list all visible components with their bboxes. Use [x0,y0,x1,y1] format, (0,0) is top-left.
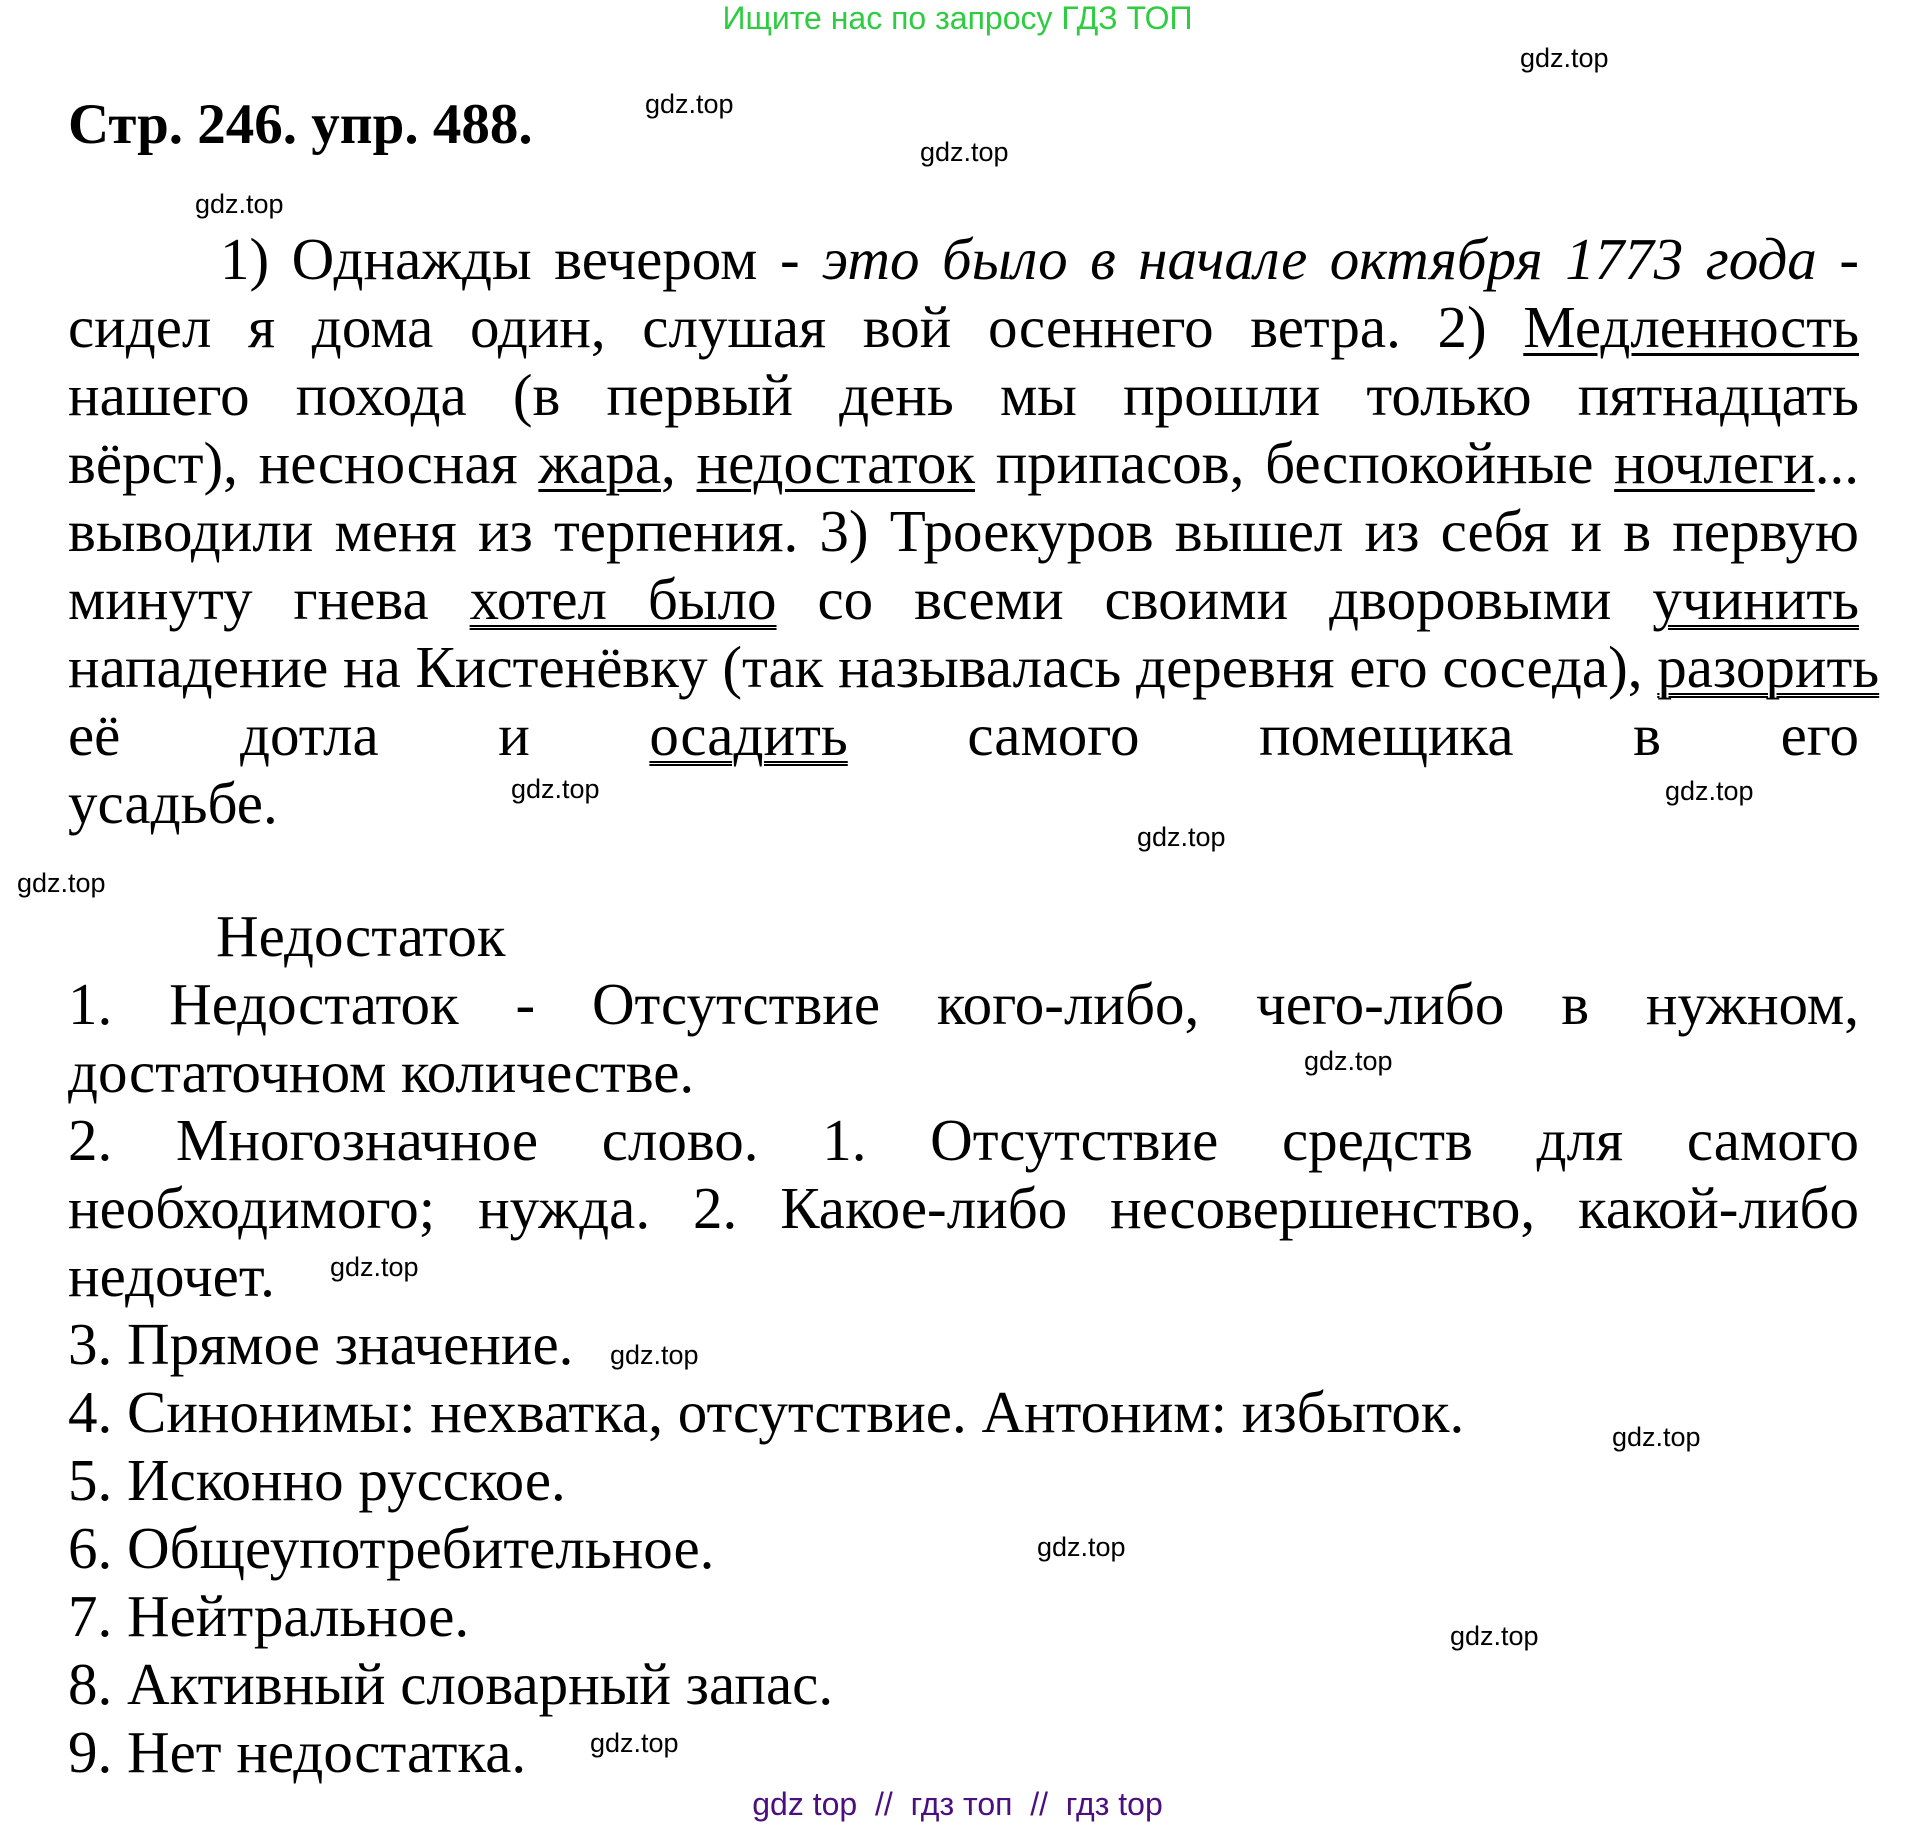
text-segment: самого помещика в его [847,702,1859,768]
watermark: gdz.top [1665,776,1754,806]
analysis-line: достаточном количестве. [68,1039,695,1105]
search-banner: Ищите нас по запросу ГДЗ ТОП [722,0,1193,36]
watermark: gdz.top [1304,1046,1393,1076]
subject-underline: ночлеги [1614,430,1815,496]
text-line [68,361,1859,429]
watermark: gdz.top [610,1340,699,1370]
subject-underline: жара [538,430,662,496]
text-line [68,565,1859,633]
text-segment: нашего похода (в первый день мы прошли только пятнадцать [68,362,1859,428]
text-segment: - [1816,226,1859,292]
subject-underline: недостаток [696,430,975,496]
text-line [68,429,1859,497]
text-line [68,769,1859,837]
watermark: gdz.top [1037,1532,1126,1562]
page-title: Стр. 246. упр. 488. [68,93,533,156]
analysis-line: 9. Нет недостатка. [68,1719,527,1785]
footer-links: gdz top // гдз топ // гдз top [752,1786,1163,1822]
analysis-line: 4. Синонимы: нехватка, отсутствие. Антоним: избыток. [68,1379,1465,1445]
text-line [68,225,1859,293]
predicate-underline: разорить [1657,634,1880,700]
text-segment: усадьбе. [68,770,278,836]
watermark: gdz.top [1137,822,1226,852]
analysis-line: необходимого; нужда. 2. Какое-либо несовершенство, какой-либо [68,1175,1859,1241]
text-line [68,497,1859,565]
text-segment: её дотла и [68,702,650,768]
text-segment: ... [1814,430,1860,496]
text-line [68,633,1880,701]
text-segment: выводили меня из терпения. 3) Троекуров вышел из себя и в первую [68,498,1859,564]
analysis-heading-text: Недостаток [216,903,506,969]
word-analysis [68,970,1859,1786]
watermark: gdz.top [511,774,600,804]
watermark: gdz.top [1520,43,1609,73]
text-segment: нападение на Кистенёвку (так называлась деревня его соседа), [68,634,1658,700]
analysis-heading [68,902,1859,970]
watermark: gdz.top [17,868,106,898]
text-segment: со всеми своими дворовыми [776,566,1653,632]
analysis-line: 5. Исконно русское. [68,1447,566,1513]
predicate-underline: учинить [1652,566,1860,632]
analysis-line: 6. Общеупотребительное. [68,1515,715,1581]
subject-underline: Медленность [1523,294,1859,360]
watermark: gdz.top [645,89,734,119]
watermark: gdz.top [1450,1621,1539,1651]
text-segment: вёрст), несносная [68,430,539,496]
predicate-underline: хотел было [469,566,777,632]
watermark: gdz.top [195,189,284,219]
text-segment: сидел я дома один, слушая вой осеннего ветра. 2) [68,294,1524,360]
exercise-text [68,225,1880,837]
analysis-line: 1. Недостаток - Отсутствие кого-либо, чего-либо в нужном, [68,971,1859,1037]
text-line [68,701,1859,769]
text-segment: , [661,430,697,496]
text-segment: припасов, беспокойные [975,430,1615,496]
text-line [68,293,1859,361]
text-segment: 1) Однажды вечером - [220,226,823,292]
watermark: gdz.top [330,1252,419,1282]
text-segment: минуту гнева [68,566,470,632]
analysis-line: 8. Активный словарный запас. [68,1651,834,1717]
analysis-line: недочет. [68,1243,275,1309]
watermark: gdz.top [1612,1422,1701,1452]
watermark: gdz.top [590,1728,679,1758]
analysis-line: 2. Многозначное слово. 1. Отсутствие средств для самого [68,1107,1859,1173]
predicate-underline: осадить [649,702,848,768]
analysis-line: 3. Прямое значение. [68,1311,574,1377]
italic-insertion: это было в начале октября 1773 года [822,226,1817,292]
watermark: gdz.top [920,137,1009,167]
analysis-line: 7. Нейтральное. [68,1583,470,1649]
